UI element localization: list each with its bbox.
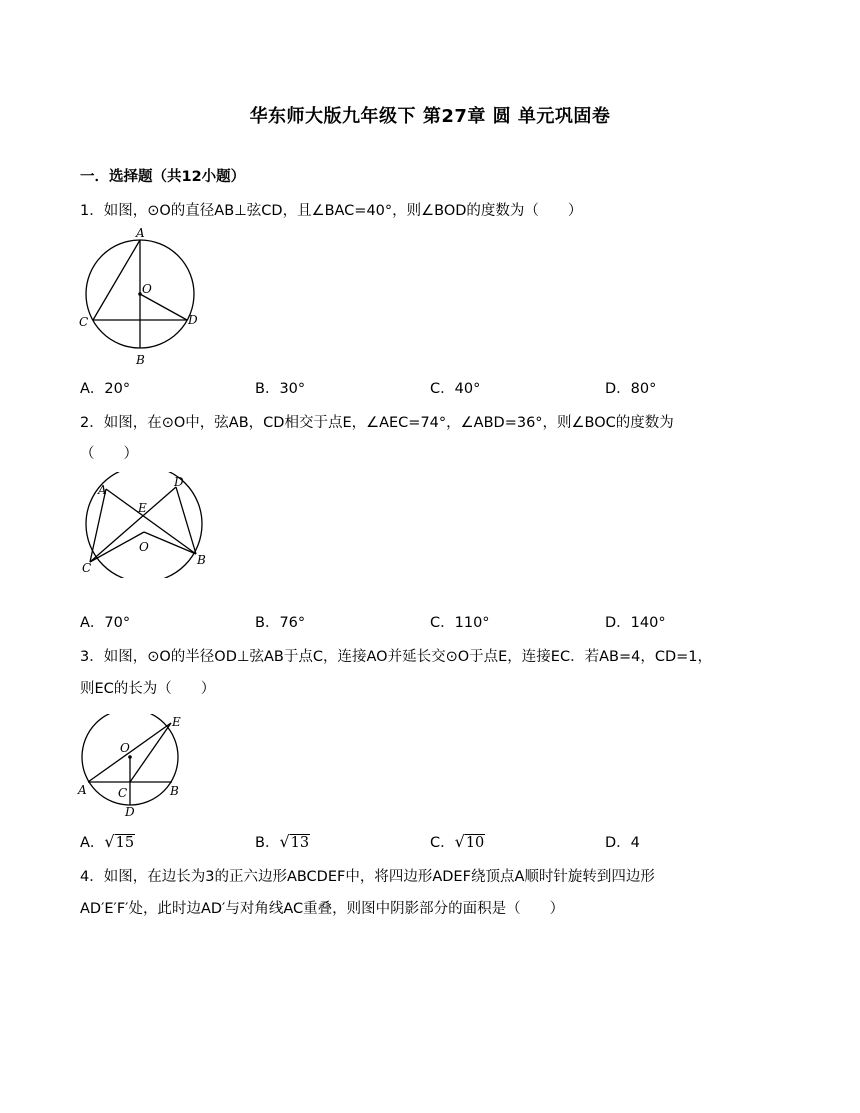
section-heading: 一．选择题（共12小题） [80,169,246,185]
figure-label: A [136,226,145,240]
radicand: 13 [290,835,310,851]
sqrt-expression: √15 [104,832,135,851]
figure-label: D [188,313,198,327]
figure-label: C [118,786,128,800]
option-prefix: B． [255,835,280,851]
q1-option-b: B．30° [255,381,306,397]
sqrt-expression: √10 [454,832,485,851]
question-2-stem: 2．如图，在⊙O中，弦AB，CD相交于点E，∠AEC=74°，∠ABD=36°，则∠BOC的度数为 [80,415,674,431]
option-prefix: C． [430,835,455,851]
figure-label: D [125,805,135,819]
q3-option-d: D．4 [605,835,640,851]
figure-label: C [79,315,89,329]
figure-label: O [120,741,130,755]
q2-option-d: D．140° [605,615,666,631]
question-2-figure [78,472,213,578]
figure-label: B [197,553,206,567]
q3-option-c [430,831,485,852]
option-prefix: A． [80,835,105,851]
figure-label: A [78,783,87,797]
question-4-stem: 4．如图，在边长为3的正六边形ABCDEF中，将四边形ADEF绕顶点A顺时针旋转到四边形 [80,869,655,885]
q2-option-a: A．70° [80,615,131,631]
figure-label: C [82,561,92,575]
question-3-figure [76,714,188,820]
q3-option-a [80,831,135,852]
q1-option-a: A．20° [80,381,131,397]
question-2-stem-cont: （ ） [80,446,138,462]
figure-label: A [98,483,107,497]
figure-label: B [170,784,179,798]
radicand: 10 [465,835,485,851]
question-4-stem-cont: AD′E′F′处，此时边AD′与对角线AC重叠，则图中阴影部分的面积是（ ） [80,901,565,917]
q1-option-d: D．80° [605,381,657,397]
figure-label: E [138,501,147,515]
question-3-stem: 3．如图，⊙O的半径OD⊥弦AB于点C，连接AO并延长交⊙O于点E，连接EC．若AB=4，CD=1， [80,649,712,665]
sqrt-expression: √13 [279,832,310,851]
q3-option-b [255,831,310,852]
question-1-stem: 1．如图，⊙O的直径AB⊥弦CD，且∠BAC=40°，则∠BOD的度数为（ ） [80,203,583,219]
radicand: 15 [115,835,135,851]
figure-label: D [174,475,184,489]
q1-option-c: C．40° [430,381,481,397]
question-3-stem-cont: 则EC的长为（ ） [80,681,216,697]
figure-label: O [139,540,149,554]
figure-label: B [136,353,145,367]
figure-label: E [172,715,181,729]
q2-option-b: B．76° [255,615,306,631]
figure-label: O [142,282,152,296]
q2-option-c: C．110° [430,615,490,631]
page-title: 华东师大版九年级下 第27章 圆 单元巩固卷 [249,106,611,127]
question-1-figure [78,226,208,368]
